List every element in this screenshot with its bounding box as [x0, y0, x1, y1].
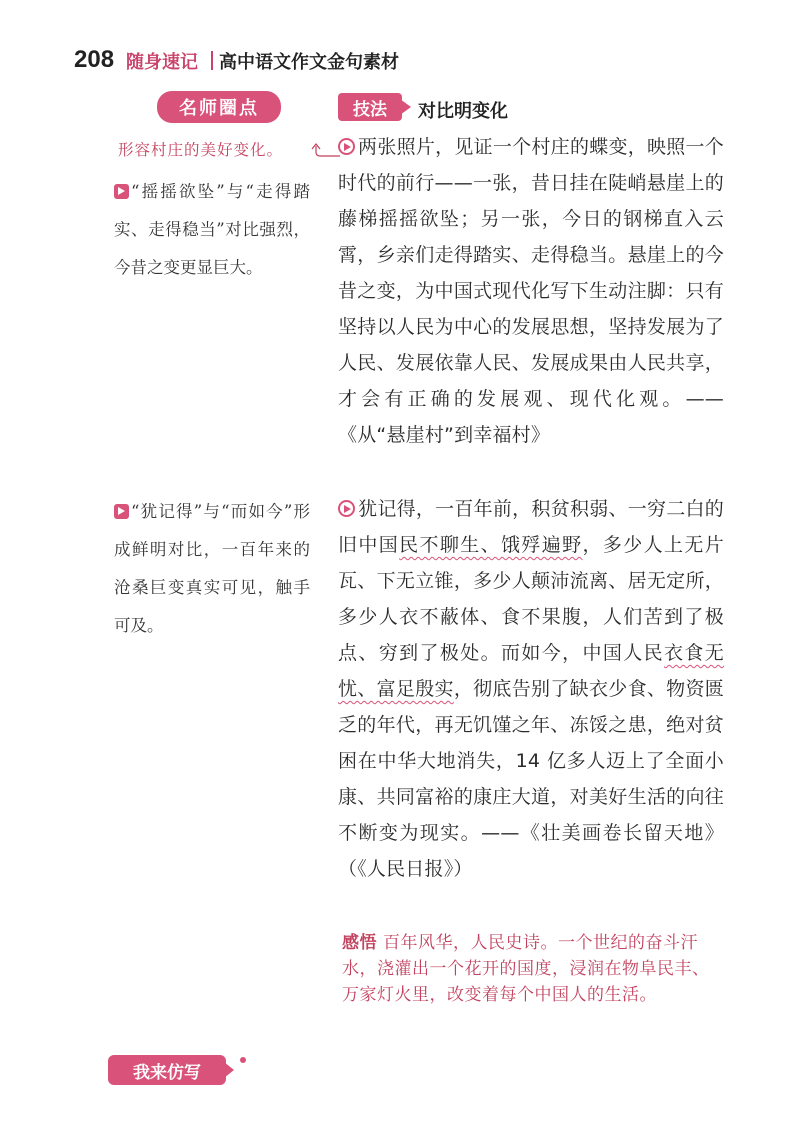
technique-arrow-icon	[400, 99, 411, 115]
para2-text-a: 犹记得，一百年前，积贫积弱、一穷二白的旧中国	[338, 498, 724, 556]
technique-badge: 技法	[338, 93, 402, 121]
para1-text-a: 两张照片，见证一个村庄的	[358, 136, 590, 158]
header-divider	[211, 51, 213, 70]
reflection-label: 感悟	[342, 933, 377, 953]
badge-tail-icon	[224, 1062, 234, 1078]
technique-title: 对比明变化	[418, 101, 508, 122]
imitation-writing-badge: 我来仿写	[108, 1055, 226, 1085]
decorative-dot	[240, 1057, 246, 1063]
arrow-box-icon	[114, 184, 129, 199]
reflection-text: 百年风华，人民史诗。一个世纪的奋斗汗水，浇灌出一个花开的国度，浸润在物阜民丰、万家灯火里，改变着每个中国人的生活。	[342, 933, 710, 1005]
teacher-comment-badge: 名师圈点	[157, 91, 281, 123]
para2-text-c: ，多少人上无片瓦、下无立锥，多少人颠沛流离、居无定所，多少人衣不蔽体、食不果腹，人们苦到了极点、穷到了极处。而如今，中国人民	[338, 534, 724, 664]
excerpt-paragraph-2	[338, 491, 724, 887]
page-number: 208	[74, 46, 115, 73]
para2-wavy-phrase-1: 民不聊生、饿殍遍野	[399, 534, 583, 556]
para2-wavy-phrase-2: 衣食无忧、富足殷实	[338, 642, 725, 700]
annotation-arrow-icon	[306, 140, 342, 160]
book-title: 高中语文作文金句素材	[219, 52, 399, 73]
play-bullet-icon	[338, 500, 355, 517]
para1-highlight: 蝶变	[589, 136, 628, 158]
margin-note-2	[114, 493, 310, 645]
margin-note-1	[114, 173, 310, 287]
margin-note-2-text: “犹记得”与“而如今”形成鲜明对比，一百年来的沧桑巨变真实可见，触手可及。	[114, 502, 310, 635]
play-bullet-icon	[338, 138, 355, 155]
reflection-block	[342, 930, 726, 1008]
excerpt-paragraph-1	[338, 129, 724, 453]
series-label: 随身速记	[126, 52, 198, 73]
para2-text-e: ，彻底告别了缺衣少食、物资匮乏的年代，再无饥馑之年、冻馁之患，绝对贫困在中华大地消失，14 亿多人迈上了全面小康、共同富裕的康庄大道，对美好生活的向往不断变为现实。——《壮美画卷长留天地》（《人民日报》）	[338, 678, 724, 880]
margin-note-1-text: “摇摇欲坠”与“走得踏实、走得稳当”对比强烈，今昔之变更显巨大。	[114, 182, 310, 277]
teacher-handwritten-note: 形容村庄的美好变化。	[118, 141, 284, 159]
para1-text-c: ，映照一个时代的前行——一张，昔日挂在陡峭悬崖上的藤梯摇摇欲坠；另一张，今日的钢梯直入云霄，乡亲们走得踏实、走得稳当。悬崖上的今昔之变，为中国式现代化写下生动注脚：只有坚持以人民为中心的发展思想，坚持发展为了人民、发展依靠人民、发展成果由人民共享，才会有正确的发展观、现代化观。——《从“悬崖村”到幸福村》	[338, 136, 724, 446]
arrow-box-icon	[114, 504, 129, 519]
